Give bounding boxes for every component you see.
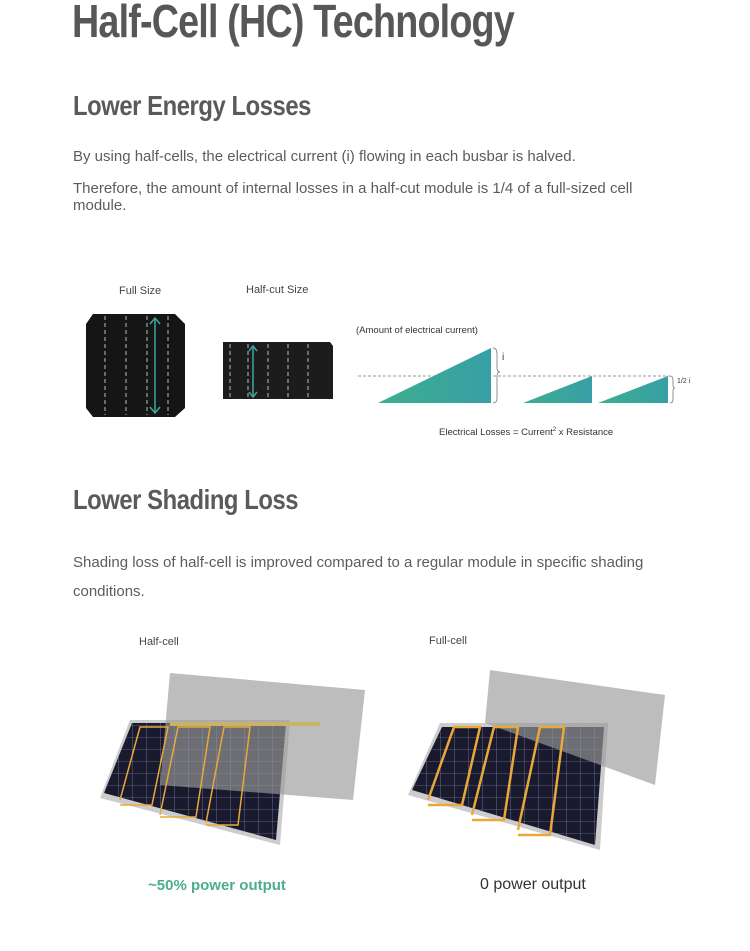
half-i-brace: [670, 376, 675, 403]
full-cell-output: 0 power output: [480, 876, 586, 893]
energy-para-1: By using half-cells, the electrical current (i) flowing in each busbar is halved.: [73, 148, 576, 165]
formula-text-suffix: x Resistance: [556, 427, 614, 439]
cell-loss-diagram: [80, 300, 700, 430]
energy-para-2: Therefore, the amount of internal losses in a half-cut module is 1/4 of a full-sized cell module.: [73, 180, 633, 214]
half-cell-panel-image: [100, 673, 365, 845]
shading-para: Shading loss of half-cell is improved compared to a regular module in specific shading conditions.: [73, 554, 644, 600]
formula-superscript: 2: [552, 427, 557, 433]
formula-text: Electrical Losses = Current: [439, 427, 553, 439]
half-i-label: 1/2 i: [677, 378, 691, 385]
full-cell-panel-image: [408, 670, 665, 850]
i-label: i: [502, 352, 505, 363]
full-current-triangle: [378, 348, 491, 403]
full-cell-label: Full-cell: [429, 635, 467, 647]
half-cell-output: ~50% power output: [148, 877, 286, 894]
shading-comparison-image: [90, 665, 690, 865]
half-current-triangle-2: [598, 376, 668, 403]
full-size-label: Full Size: [119, 285, 162, 297]
loss-formula: [439, 427, 613, 438]
full-size-cell-image: [86, 314, 185, 417]
half-cut-cell-image: [223, 342, 333, 399]
section-heading-energy-losses: Lower Energy Losses: [73, 90, 311, 121]
current-axis-label: (Amount of electrical current): [356, 325, 478, 336]
half-current-triangle-1: [523, 376, 592, 403]
i-brace: [493, 348, 500, 403]
section-heading-shading-loss: Lower Shading Loss: [73, 484, 299, 515]
half-cell-label: Half-cell: [139, 636, 179, 648]
half-cut-size-label: Half-cut Size: [246, 284, 309, 296]
page-title: Half-Cell (HC) Technology: [72, 0, 514, 47]
